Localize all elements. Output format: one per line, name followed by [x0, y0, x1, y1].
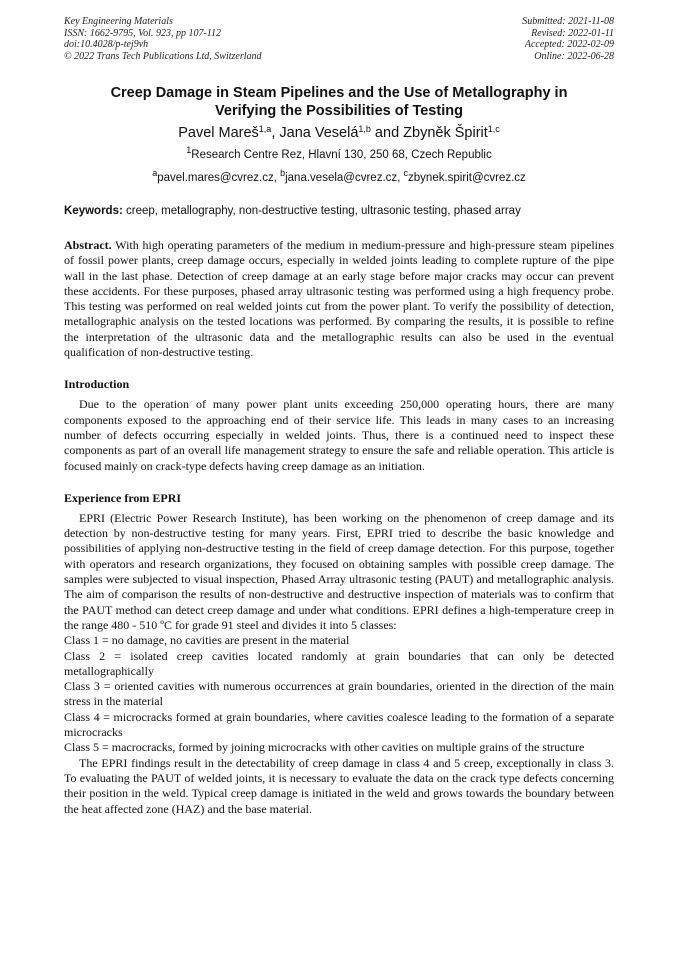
date-revised: Revised: 2022-01-11 [531, 27, 614, 39]
journal-name: Key Engineering Materials [64, 16, 173, 27]
author-name: Jana Veselá [279, 125, 359, 141]
email-sup: a [152, 168, 158, 178]
author-sup: 1,b [358, 124, 371, 134]
abstract-label: Abstract. [64, 238, 112, 252]
author-sep: , [271, 125, 280, 141]
author-sup: 1,a [258, 124, 272, 134]
email-sep: , [397, 172, 404, 184]
journal-header [64, 16, 614, 62]
email-sep: , [273, 172, 281, 184]
keywords [64, 204, 614, 218]
submission-dates [522, 16, 614, 62]
author-list [64, 124, 614, 142]
creep-class-item: Class 3 = oriented cavities with numerous occurrences at grain boundaries, oriented in the direction of the main stress in the material [64, 679, 614, 709]
date-accepted: Accepted: 2022-02-09 [524, 39, 614, 50]
journal-copyright: © 2022 Trans Tech Publications Ltd, Switzerland [64, 50, 262, 62]
title-line-1: Creep Damage in Steam Pipelines and the Use of Metallography in [110, 85, 568, 101]
email-address[interactable]: pavel.mares@cvrez.cz [157, 172, 274, 184]
affiliation [64, 145, 614, 162]
abstract [64, 238, 614, 360]
journal-doi: doi:10.4028/p-tej9vh [64, 39, 149, 50]
epri-closing-paragraph: The EPRI findings result in the detectability of creep damage in class 4 and 5 creep, exceptionally in class 3. To evaluating the PAUT of welded joints, it is necessary to evaluate the data on the crack type defects concerning their position in the weld. Typical creep damage is initiated in the weld and grows towards the boundary between the heat affected zone (HAZ) and the base material. [64, 755, 614, 816]
section-heading-introduction: Introduction [64, 377, 130, 392]
creep-class-item: Class 5 = macrocracks, formed by joining microcracks with other cavities on multiple grains of the structure [64, 740, 585, 755]
email-address[interactable]: zbynek.spirit@cvrez.cz [408, 172, 526, 184]
creep-class-item: Class 1 = no damage, no cavities are present in the material [64, 633, 350, 648]
paper-title [64, 84, 614, 120]
epri-paragraph: EPRI (Electric Power Research Institute), has been working on the phenomenon of creep damage and its detection by non-destructive testing for many years. First, EPRI tried to describe the basic knowledge and possibilities of applying non-destructive testing in the field of creep damage detection. For this purpose, together with operators and research organizations, they focused on obtaining samples with possible creep damage. The samples were subjected to visual inspection, Phased Array ultrasonic testing (PAUT) and metallographic analysis. The aim of comparison the results of non-destructive and destructive inspection of materials was to confirm that the PAUT method can detect creep damage and under what conditions. EPRI defines a high-temperature creep in the range 480 - 510 ºC for grade 91 steel and divides it into 5 classes: [64, 510, 614, 632]
email-address[interactable]: jana.vesela@cvrez.cz [285, 172, 398, 184]
author-sup: 1,c [487, 124, 500, 134]
email-sup: c [403, 168, 409, 178]
author-name: Pavel Mareš [178, 125, 259, 141]
date-online: Online: 2022-06-28 [534, 50, 614, 62]
creep-class-item: Class 4 = microcracks formed at grain boundaries, where cavities coalesce leading to the formation of a separate microcracks [64, 709, 614, 740]
author-emails [64, 168, 614, 185]
author-sep: and [370, 125, 404, 141]
paper-page [64, 16, 614, 817]
introduction-paragraph: Due to the operation of many power plant units exceeding 250,000 operating hours, there are many components exposed to the approaching end of their service life. This leads in many cases to an increasing number of defects occurring especially in welded joints. Thus, there is a continued need to inspect these components as part of an overall life management strategy to ensure the safe and reliable operation. This article is focused mainly on crack-type defects having creep damage as an initiation. [64, 397, 614, 473]
affiliation-sup: 1 [186, 145, 192, 155]
journal-info [64, 16, 262, 62]
email-sup: b [280, 168, 286, 178]
affiliation-text: Research Centre Rez, Hlavní 130, 250 68, Czech Republic [191, 149, 492, 161]
keywords-label: Keywords: [64, 205, 123, 217]
section-heading-epri: Experience from EPRI [64, 490, 182, 505]
author-name: Zbyněk Špirit [403, 125, 488, 141]
title-line-2: Verifying the Possibilities of Testing [215, 103, 463, 119]
keywords-text: creep, metallography, non-destructive testing, ultrasonic testing, phased array [122, 205, 521, 217]
creep-class-item: Class 2 = isolated creep cavities located randomly at grain boundaries that can only be detected metallographically [64, 648, 614, 678]
date-submitted: Submitted: 2021-11-08 [522, 16, 614, 27]
abstract-text: With high operating parameters of the medium in medium-pressure and high-pressure steam pipelines of fossil power plants, creep damage occurs, especially in welded joints leading to complete rupture of the pipe wall in the last phase. Detection of creep damage at an early stage before major cracks may occur can prevent these accidents. For these purposes, phased array ultrasonic testing was performed using a high frequency probe. This testing was performed on real welded joints cut from the power plant. To verify the possibility of detection, metallographic analysis on the tested locations was performed. By comparing the results, it is possible to refine the interpretation of the ultrasonic data and the metallographic results can also be used in the eventual qualification of non-destructive testing. [64, 238, 614, 360]
journal-issn: ISSN: 1662-9795, Vol. 923, pp 107-112 [64, 27, 222, 39]
